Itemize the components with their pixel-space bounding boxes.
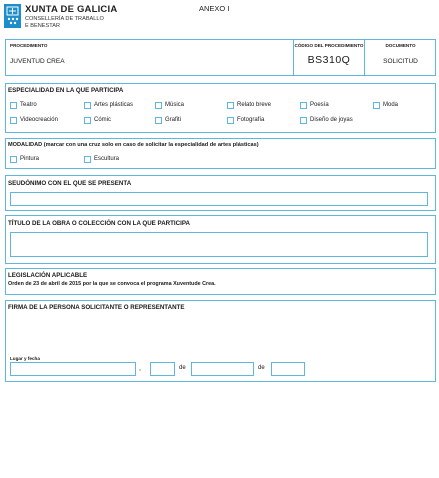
seudonimo-title: SEUDÓNIMO CON EL QUE SE PRESENTA	[8, 180, 132, 187]
option-teatro[interactable]: Teatro	[10, 101, 37, 109]
titulo-title: TÍTULO DE LA OBRA O COLECCIÓN CON LA QUE PARTICIPA	[8, 220, 190, 227]
comma-separator: ,	[139, 365, 141, 372]
legislacion-text: Orden de 23 de abril de 2015 por la que se convoca el programa Xuventude Crea.	[8, 281, 216, 287]
option-grafiti[interactable]: Grafiti	[155, 116, 181, 124]
org-name: XUNTA DE GALICIA	[25, 4, 118, 15]
year-input[interactable]	[271, 362, 305, 376]
checkbox[interactable]	[155, 117, 162, 124]
checkbox[interactable]	[84, 156, 91, 163]
document-label: DOCUMENTO	[385, 43, 416, 48]
checkbox[interactable]	[10, 102, 17, 109]
xunta-logo-icon	[4, 4, 21, 28]
firma-title: FIRMA DE LA PERSONA SOLICITANTE O REPRESENTANTE	[8, 304, 185, 311]
document-value: SOLICITUD	[383, 58, 418, 65]
place-input[interactable]	[10, 362, 136, 376]
titulo-input[interactable]	[10, 232, 428, 257]
month-input[interactable]	[191, 362, 254, 376]
annex-label: ANEXO I	[199, 4, 230, 13]
option-relato-breve[interactable]: Relato breve	[227, 101, 271, 109]
option-artes-plasticas[interactable]: Artes plásticas	[84, 101, 133, 109]
modalidad-title: MODALIDAD (marcar con una cruz solo en caso de solicitar la especialidad de artes plásticas)	[8, 142, 259, 148]
especialidad-title: ESPECIALIDAD EN LA QUE PARTICIPA	[8, 87, 124, 94]
procedure-label: PROCEDIMENTO	[10, 43, 48, 48]
option-comic[interactable]: Cómic	[84, 116, 111, 124]
de-label-2: de	[258, 365, 265, 371]
option-musica[interactable]: Música	[155, 101, 184, 109]
procedure-value: JUVENTUD CREA	[10, 58, 65, 65]
checkbox[interactable]	[227, 102, 234, 109]
option-pintura[interactable]: Pintura	[10, 155, 39, 163]
checkbox[interactable]	[10, 156, 17, 163]
place-date-label: Lugar y fecha	[10, 356, 40, 361]
option-escultura[interactable]: Escultura	[84, 155, 119, 163]
org-department-line2: E BENESTAR	[25, 23, 61, 29]
seudonimo-input[interactable]	[10, 192, 428, 206]
checkbox[interactable]	[84, 102, 91, 109]
checkbox[interactable]	[10, 117, 17, 124]
option-diseno-de-joyas[interactable]: Diseño de joyas	[300, 116, 353, 124]
checkbox[interactable]	[227, 117, 234, 124]
option-videocreacion[interactable]: Videocreación	[10, 116, 58, 124]
day-input[interactable]	[150, 362, 175, 376]
option-moda[interactable]: Moda	[373, 101, 398, 109]
checkbox[interactable]	[373, 102, 380, 109]
checkbox[interactable]	[84, 117, 91, 124]
org-department-line1: CONSELLERÍA DE TRABALLO	[25, 16, 104, 22]
de-label-1: de	[179, 365, 186, 371]
header	[0, 0, 439, 36]
checkbox[interactable]	[300, 102, 307, 109]
option-poesia[interactable]: Poesía	[300, 101, 329, 109]
procedure-code-label: CÓDIGO DEL PROCEDIMIENTO	[294, 43, 364, 48]
checkbox[interactable]	[300, 117, 307, 124]
checkbox[interactable]	[155, 102, 162, 109]
legislacion-title: LEGISLACIÓN APLICABLE	[8, 272, 88, 279]
option-fotografia[interactable]: Fotografía	[227, 116, 264, 124]
procedure-code-value: BS310Q	[307, 54, 351, 66]
